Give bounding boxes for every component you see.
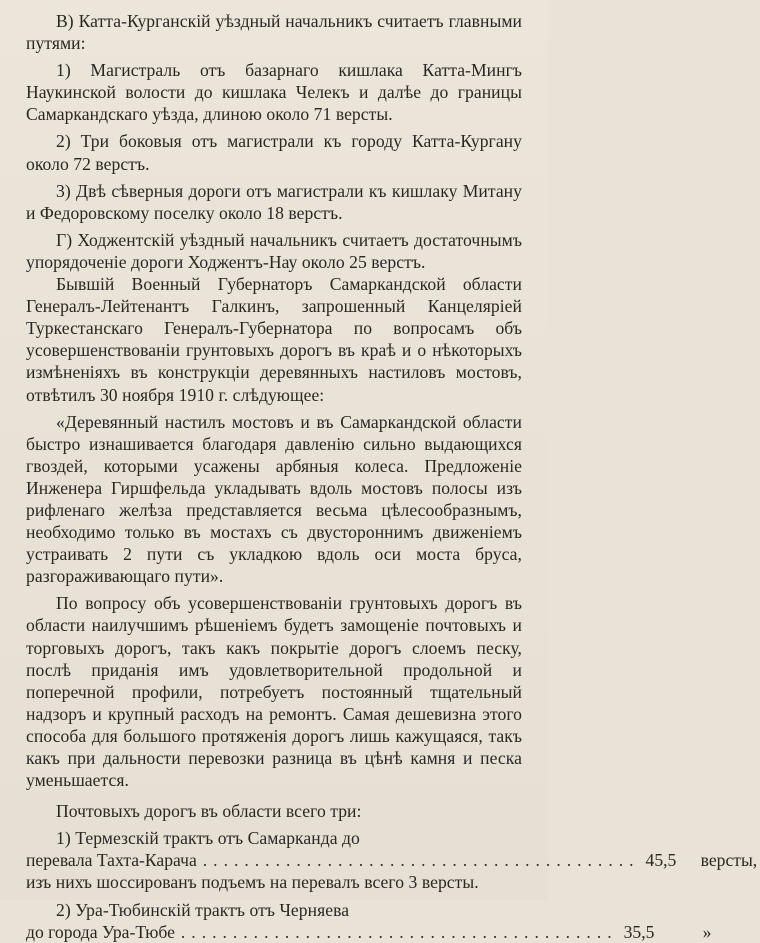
paragraph-postal-roads: Почтовыхъ дорогъ въ области всего три: (56, 801, 362, 822)
road-entry-ura-tyube (26, 899, 712, 943)
road-unit: версты, (700, 850, 758, 871)
road-name: перевала Тахта-Карача (26, 850, 197, 871)
paragraph-route-2: 2) Три боковыя отъ магистрали къ городу Катта-Кургану около 72 верстъ. (26, 131, 522, 174)
road-intro: 1) Термезскій трактъ отъ Самарканда до (56, 828, 360, 849)
road-length: 45,5 (645, 850, 677, 871)
paragraph-galkin: Бывшій Военный Губернаторъ Самаркандской области Генералъ-Лейтенантъ Галкинъ, запрошенный Канцеляріей Туркестанскаго Генералъ-Губернатора по вопросамъ объ усовершенствованіи грунтовыхъ дорогъ въ краѣ и о нѣкоторыхъ измѣненіяхъ въ конструкціи деревянныхъ настиловъ мостовъ, отвѣтилъ 30 ноября 1910 г. слѣдующее: (26, 274, 522, 405)
paragraph-khojent: Г) Ходжентскій уѣздный начальникъ считаетъ достаточнымъ упорядоченіе дороги Ходжентъ-Нау около 25 верстъ. (26, 229, 522, 272)
paragraph-paving: По вопросу объ усовершенствованіи грунтовыхъ дорогъ въ области наилучшимъ рѣшеніемъ будетъ замощеніе почтовыхъ и торговыхъ дорогъ, такъ какъ покрытіе дорогъ слоемъ песку, послѣ приданія имъ удовлетворительной продольной и поперечной профили, потребуетъ постоянный тщательный надзоръ и крупный расходъ на ремонтъ. Самая дешевизна этого способа для большого протяженія дорогъ лишь кажущаяся, такъ какъ при дальности перевозки разница въ цѣнѣ камня и песка уменьшается. (26, 593, 522, 791)
road-unit: » (702, 921, 712, 942)
road-leader-line (26, 849, 758, 871)
paragraph-katta-kurgan: В) Катта-Курганскій уѣздный начальникъ считаетъ главными путями: (26, 11, 522, 54)
road-length: 35,5 (623, 921, 655, 942)
dot-leader: .......................................... (202, 850, 640, 871)
paragraph-quote: «Деревянный настилъ мостовъ и въ Самаркандской области быстро изнашивается благодаря давленію сильно выдающихся гвоздей, которыми усажены арбяныя колеса. Предложеніе Инженера Гиршфельда укладывать вдоль мостовъ полосы изъ рифленаго желѣза представляется весьма цѣлесообразнымъ, необходимо только въ мостахъ съ двустороннимъ движеніемъ устраивать 2 пути съ укладкою вдоль оси моста бруса, разгораживающаго пути». (26, 411, 522, 587)
road-entry-termez (26, 827, 758, 893)
road-leader-line (26, 921, 712, 943)
road-note: изъ нихъ шоссированъ подъемъ на перевалъ всего 3 версты. (26, 872, 479, 893)
paragraph-route-1: 1) Магистраль отъ базарнаго кишлака Катта-Мингъ Наукинской волости до кишлака Челекъ и далѣе до границы Самаркандскаго уѣзда, длиною около 71 версты. (26, 60, 522, 125)
dot-leader: .......................................... (180, 921, 618, 942)
road-intro: 2) Ура-Тюбинскій трактъ отъ Черняева (56, 899, 350, 920)
paragraph-route-3: 3) Двѣ сѣверныя дороги отъ магистрали къ кишлаку Митану и Федоровскому поселку около 18 верстъ. (26, 180, 522, 223)
road-name: до города Ура-Тюбе (26, 921, 175, 942)
